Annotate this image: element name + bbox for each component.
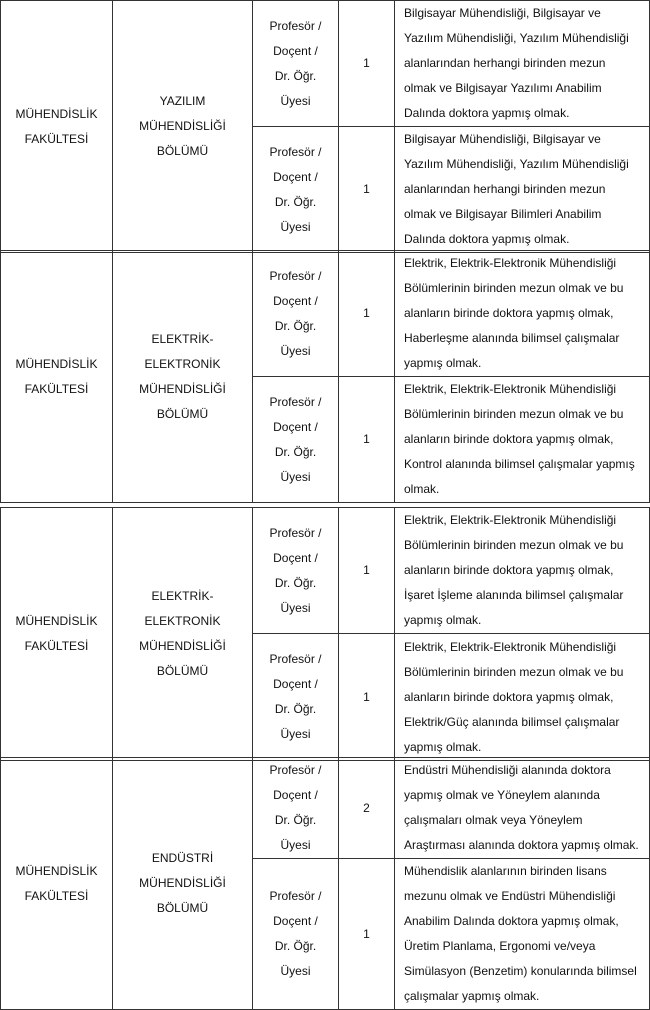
- requirement-line: Elektrik, Elektrik-Elektronik Mühendisliği: [404, 382, 617, 396]
- academic-title-line: Üyesi: [280, 727, 311, 741]
- requirement-line: yapmış olmak.: [404, 356, 482, 370]
- faculty-line: FAKÜLTESİ: [24, 131, 89, 146]
- department-table: [0, 507, 650, 761]
- academic-title-cell: [253, 127, 339, 253]
- requirement-line: olmak ve Bilgisayar Bilimleri Anabilim: [404, 207, 602, 221]
- requirement-cell: [395, 634, 650, 761]
- requirement-line: Mühendislik alanlarının birinden lisans: [404, 864, 607, 878]
- position-count-cell: 1: [339, 859, 395, 1010]
- faculty-line: FAKÜLTESİ: [24, 381, 89, 396]
- requirement-line: Elektrik/Güç alanında bilimsel çalışmalar: [404, 714, 620, 729]
- academic-title-line: Dr. Öğr.: [274, 444, 317, 459]
- academic-title-line: Profesör /: [269, 652, 322, 666]
- requirement-line: çalışmaları olmak veya Yöneylem: [404, 813, 583, 827]
- department-line: ELEKTRONİK: [144, 614, 221, 628]
- department-line: ELEKTRİK-: [151, 589, 214, 603]
- position-count-cell: 1: [339, 127, 395, 253]
- academic-title-cell: [253, 859, 339, 1010]
- academic-title-line: Üyesi: [280, 964, 311, 978]
- academic-title-line: Dr. Öğr.: [274, 318, 317, 333]
- academic-title-line: Dr. Öğr.: [274, 194, 317, 209]
- academic-title-line: Dr. Öğr.: [274, 939, 317, 953]
- academic-title-line: Doçent /: [273, 677, 318, 691]
- requirement-line: yapmış olmak.: [404, 613, 482, 627]
- academic-title-line: Doçent /: [273, 550, 318, 565]
- position-count-cell: 2: [339, 758, 395, 859]
- academic-title-cell: [253, 251, 339, 377]
- requirement-cell: [395, 1, 650, 127]
- department-line: YAZILIM: [159, 94, 206, 108]
- faculty-cell: [1, 758, 113, 1010]
- department-line: MÜHENDİSLİĞİ: [139, 119, 226, 133]
- academic-title-line: Üyesi: [280, 93, 311, 108]
- academic-title-line: Doçent /: [273, 788, 318, 802]
- requirement-line: alanlarından herhangi birinden mezun: [404, 182, 606, 196]
- requirement-line: Endüstri Mühendisliği alanında doktora: [404, 763, 611, 777]
- requirement-line: Yazılım Mühendisliği, Yazılım Mühendisliği: [404, 157, 629, 171]
- requirement-line: alanlarından herhangi birinden mezun: [404, 56, 606, 70]
- table-row: [1, 758, 650, 859]
- requirement-line: mezunu olmak ve Endüstri Mühendisliği: [404, 889, 616, 903]
- department-line: ELEKTRİK-: [151, 331, 214, 346]
- department-table: [0, 250, 650, 503]
- academic-title-line: Üyesi: [280, 219, 311, 234]
- academic-title-line: Dr. Öğr.: [274, 575, 317, 590]
- faculty-cell: [1, 251, 113, 503]
- requirement-line: Elektrik, Elektrik-Elektronik Mühendisliği: [404, 513, 617, 527]
- requirement-line: Dalında doktora yapmış olmak.: [404, 232, 570, 246]
- department-line: MÜHENDİSLİĞİ: [139, 381, 226, 396]
- table-row: [1, 1, 650, 127]
- position-count-cell: 1: [339, 634, 395, 761]
- academic-title-cell: [253, 1, 339, 127]
- requirement-line: Kontrol alanında bilimsel çalışmalar yapmış: [404, 457, 635, 471]
- requirement-line: Anabilim Dalında doktora yapmış olmak,: [404, 914, 619, 928]
- academic-title-line: Doçent /: [273, 419, 318, 434]
- academic-title-line: Doçent /: [273, 43, 318, 58]
- academic-title-line: Doçent /: [273, 914, 318, 928]
- position-count-cell: 1: [339, 251, 395, 377]
- department-line: MÜHENDİSLİĞİ: [139, 876, 226, 890]
- department-line: BÖLÜMÜ: [156, 901, 209, 915]
- requirement-line: Bölümlerinin birinden mezun olmak ve bu: [404, 407, 624, 421]
- faculty-cell: [1, 508, 113, 761]
- department-block: [0, 507, 650, 757]
- requirement-line: Haberleşme alanında bilimsel çalışmalar: [404, 331, 620, 345]
- department-line: ENDÜSTRİ: [151, 851, 214, 865]
- academic-title-line: Doçent /: [273, 169, 318, 184]
- requirement-cell: [395, 127, 650, 253]
- requirement-line: Bölümlerinin birinden mezun olmak ve bu: [404, 281, 624, 295]
- requirement-line: Dalında doktora yapmış olmak.: [404, 106, 570, 120]
- position-count-cell: 1: [339, 377, 395, 503]
- requirement-line: alanların birinde doktora yapmış olmak,: [404, 306, 614, 320]
- department-table: [0, 757, 650, 1010]
- requirement-line: Bölümlerinin birinden mezun olmak ve bu: [404, 664, 624, 679]
- academic-title-line: Profesör /: [269, 889, 322, 903]
- academic-title-cell: [253, 508, 339, 634]
- requirement-line: alanların birinde doktora yapmış olmak,: [404, 432, 614, 446]
- faculty-line: FAKÜLTESİ: [24, 888, 89, 903]
- requirement-line: Simülasyon (Benzetim) konularında bilimsel: [404, 964, 637, 978]
- department-line: BÖLÜMÜ: [156, 144, 209, 158]
- academic-title-line: Profesör /: [269, 268, 322, 283]
- department-cell: [113, 1, 253, 253]
- requirement-line: Bölümlerinin birinden mezun olmak ve bu: [404, 538, 624, 552]
- academic-title-line: Dr. Öğr.: [274, 813, 317, 827]
- academic-title-line: Doçent /: [273, 293, 318, 308]
- requirement-line: alanların birinde doktora yapmış olmak,: [404, 563, 614, 577]
- academic-title-line: Profesör /: [269, 525, 322, 540]
- academic-title-line: Üyesi: [280, 600, 311, 615]
- requirement-line: İşaret İşleme alanında bilimsel çalışmalar: [404, 588, 624, 602]
- requirement-line: yapmış olmak.: [404, 739, 482, 754]
- academic-title-line: Üyesi: [280, 343, 311, 358]
- academic-title-cell: [253, 377, 339, 503]
- requirement-line: yapmış olmak ve Yöneylem alanında: [404, 788, 600, 802]
- academic-title-line: Profesör /: [269, 394, 322, 409]
- requirement-line: Bilgisayar Mühendisliği, Bilgisayar ve: [404, 132, 601, 146]
- table-row: [1, 508, 650, 634]
- requirement-cell: [395, 508, 650, 634]
- requirement-line: Elektrik, Elektrik-Elektronik Mühendisliği: [404, 639, 617, 654]
- academic-title-line: Üyesi: [280, 469, 311, 484]
- academic-title-line: Üyesi: [280, 838, 311, 852]
- department-line: BÖLÜMÜ: [156, 664, 209, 678]
- requirement-line: Elektrik, Elektrik-Elektronik Mühendisliği: [404, 256, 617, 270]
- faculty-line: MÜHENDİSLİK: [15, 356, 98, 371]
- faculty-line: FAKÜLTESİ: [24, 639, 89, 653]
- requirement-cell: [395, 377, 650, 503]
- requirement-line: çalışmalar yapmış olmak.: [404, 989, 540, 1003]
- requirement-line: Bilgisayar Mühendisliği, Bilgisayar ve: [404, 6, 601, 20]
- requirement-line: Yazılım Mühendisliği, Yazılım Mühendisliği: [404, 31, 629, 45]
- faculty-cell: [1, 1, 113, 253]
- department-cell: [113, 508, 253, 761]
- requirement-line: olmak ve Bilgisayar Yazılımı Anabilim: [404, 81, 602, 95]
- academic-title-line: Profesör /: [269, 144, 322, 159]
- academic-title-line: Profesör /: [269, 763, 322, 777]
- academic-title-cell: [253, 634, 339, 761]
- position-count-cell: 1: [339, 508, 395, 634]
- requirement-line: alanların birinde doktora yapmış olmak,: [404, 689, 614, 704]
- academic-title-line: Dr. Öğr.: [274, 68, 317, 83]
- table-row: [1, 251, 650, 377]
- academic-title-cell: [253, 758, 339, 859]
- department-block: [0, 0, 650, 250]
- faculty-line: MÜHENDİSLİK: [15, 863, 98, 878]
- requirement-line: Araştırması alanında doktora yapmış olmak.: [404, 838, 639, 852]
- requirement-cell: [395, 251, 650, 377]
- position-count-cell: 1: [339, 1, 395, 127]
- faculty-line: MÜHENDİSLİK: [15, 614, 98, 628]
- academic-title-line: Profesör /: [269, 18, 322, 33]
- faculty-line: MÜHENDİSLİK: [15, 106, 98, 121]
- requirement-line: Üretim Planlama, Ergonomi ve/veya: [404, 939, 596, 953]
- requirement-line: olmak.: [404, 482, 440, 496]
- academic-title-line: Dr. Öğr.: [274, 702, 317, 716]
- department-line: ELEKTRONİK: [144, 356, 221, 371]
- department-table: [0, 0, 650, 253]
- requirement-cell: [395, 758, 650, 859]
- department-block: [0, 757, 650, 1007]
- department-block: [0, 250, 650, 500]
- department-line: BÖLÜMÜ: [156, 406, 209, 421]
- requirement-cell: [395, 859, 650, 1010]
- department-line: MÜHENDİSLİĞİ: [139, 639, 226, 653]
- department-cell: [113, 758, 253, 1010]
- department-cell: [113, 251, 253, 503]
